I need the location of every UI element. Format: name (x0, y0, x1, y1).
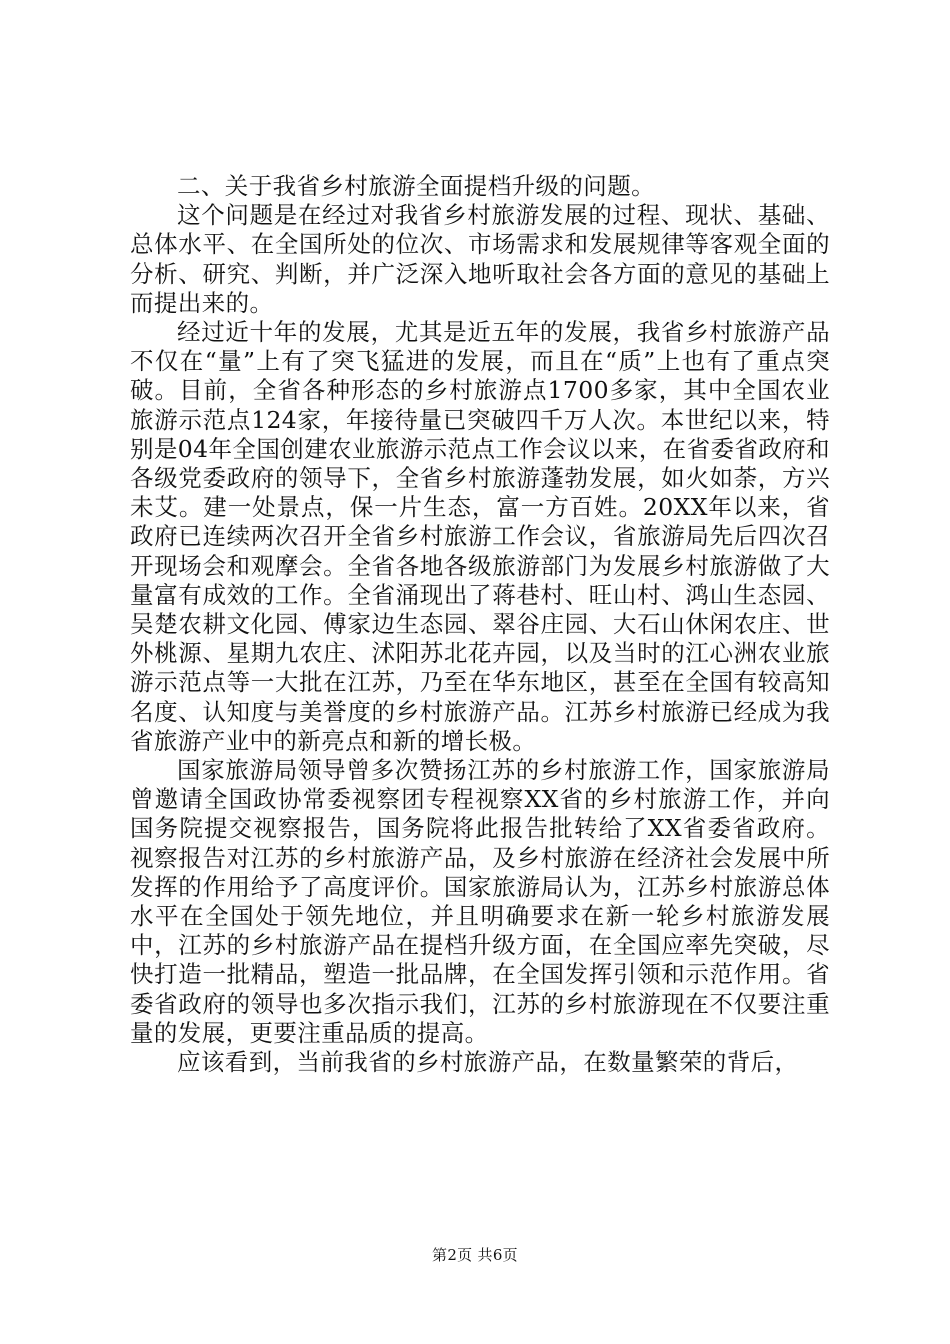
body-paragraph: 国家旅游局领导曾多次赞扬江苏的乡村旅游工作，国家旅游局曾邀请全国政协常委视察团专程视察XX省的乡村旅游工作，并向国务院提交视察报告，国务院将此报告批转给了XX省委省政府。视察报告对江苏的乡村旅游产品，及乡村旅游在经济社会发展中所发挥的作用给予了高度评价。国家旅游局认为，江苏乡村旅游总体水平在全国处于领先地位，并且明确要求在新一轮乡村旅游发展中，江苏的乡村旅游产品在提档升级方面，在全国应率先突破，尽快打造一批精品，塑造一批品牌，在全国发挥引领和示范作用。省委省政府的领导也多次指示我们，江苏的乡村旅游现在不仅要注重量的发展，更要注重品质的提高。 (130, 756, 830, 1047)
body-paragraph: 应该看到，当前我省的乡村旅游产品，在数量繁荣的背后， (177, 1048, 799, 1077)
document-body (130, 172, 830, 1077)
section-heading: 二、关于我省乡村旅游全面提档升级的问题。 (177, 172, 655, 200)
body-paragraph: 经过近十年的发展，尤其是近五年的发展，我省乡村旅游产品不仅在“量”上有了突飞猛进的发展，而且在“质”上也有了重点突破。目前，全省各种形态的乡村旅游点1700多家，其中全国农业旅游示范点124家，年接待量已突破四千万人次。本世纪以来，特别是04年全国创建农业旅游示范点工作会议以来，在省委省政府和各级党委政府的领导下，全省乡村旅游蓬勃发展，如火如荼，方兴未艾。建一处景点，保一片生态，富一方百姓。20XX年以来，省政府已连续两次召开全省乡村旅游工作会议，省旅游局先后四次召开现场会和观摩会。全省各地各级旅游部门为发展乡村旅游做了大量富有成效的工作。全省涌现出了蒋巷村、旺山村、鸿山生态园、吴楚农耕文化园、傅家边生态园、翠谷庄园、大石山休闲农庄、世外桃源、星期九农庄、沭阳苏北花卉园，以及当时的江心洲农业旅游示范点等一大批在江苏，乃至在华东地区，甚至在全国有较高知名度、认知度与美誉度的乡村旅游产品。江苏乡村旅游已经成为我省旅游产业中的新亮点和新的增长极。 (130, 318, 830, 755)
body-paragraph: 这个问题是在经过对我省乡村旅游发展的过程、现状、基础、总体水平、在全国所处的位次、市场需求和发展规律等客观全面的分析、研究、判断，并广泛深入地听取社会各方面的意见的基础上而提出来的。 (130, 201, 830, 317)
page-number-footer: 第2页 共6页 (432, 1246, 518, 1264)
